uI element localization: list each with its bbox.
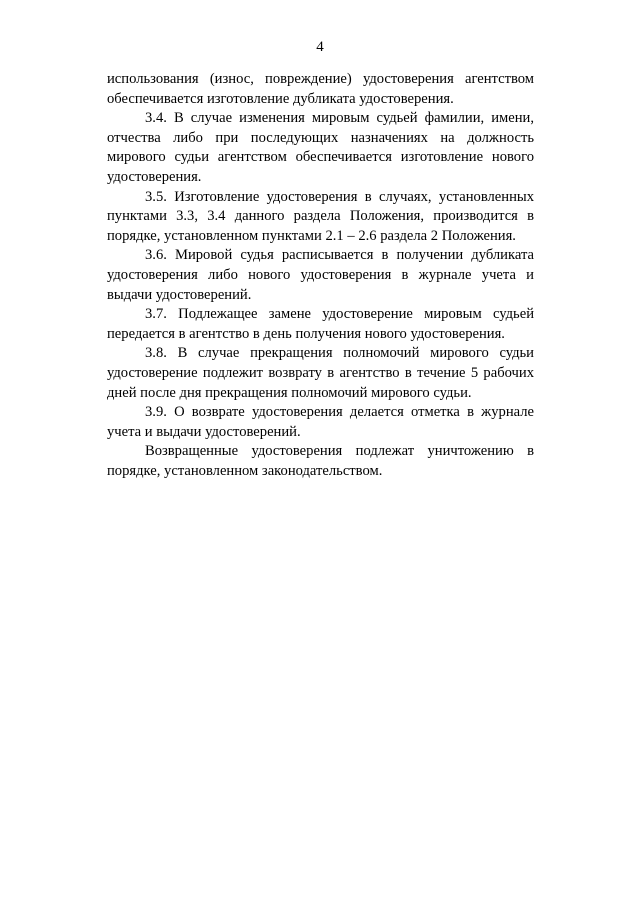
paragraph-3-4: 3.4. В случае изменения мировым судьей фамилии, имени, отчества либо при последующих назначениях на должность мирового судьи агентством обеспечивается изготовление нового удостоверения. — [107, 110, 534, 185]
paragraph-3-8: 3.8. В случае прекращения полномочий мирового судьи удостоверение подлежит возврату в агентство в течение 5 рабочих дней после дня прекращения полномочий мирового судьи. — [107, 345, 534, 401]
paragraph-3-9: 3.9. О возврате удостоверения делается отметка в журнале учета и выдачи удостоверений. — [107, 404, 534, 440]
paragraph-3-6: 3.6. Мировой судья расписывается в получении дубликата удостоверения либо нового удостоверения в журнале учета и выдачи удостоверений. — [107, 247, 534, 303]
paragraph-3-7: 3.7. Подлежащее замене удостоверение мировым судьей передается в агентство в день получения нового удостоверения. — [107, 306, 534, 342]
page-number: 4 — [316, 39, 324, 55]
document-body — [107, 70, 534, 481]
paragraph-continuation: использования (износ, повреждение) удостоверения агентством обеспечивается изготовление дубликата удостоверения. — [107, 71, 534, 107]
paragraph-3-5: 3.5. Изготовление удостоверения в случаях, установленных пунктами 3.3, 3.4 данного раздела Положения, производится в порядке, установленном пунктами 2.1 – 2.6 раздела 2 Положения. — [107, 188, 534, 244]
paragraph-returned-certificates: Возвращенные удостоверения подлежат уничтожению в порядке, установленном законодательством. — [107, 443, 534, 479]
